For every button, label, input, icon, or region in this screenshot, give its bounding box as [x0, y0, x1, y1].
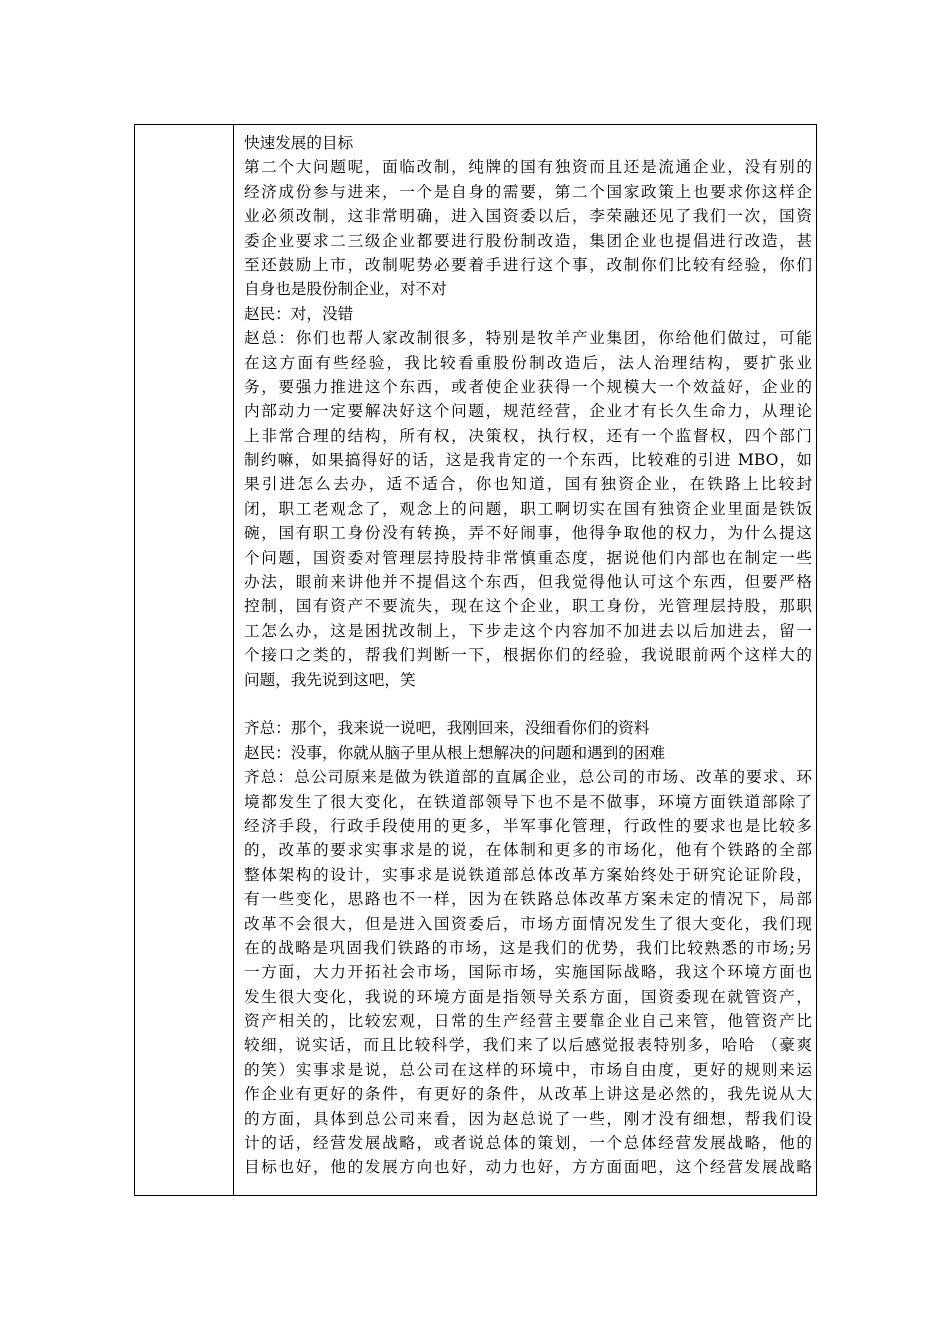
transcript-table: [134, 124, 817, 1196]
transcript-content-cell: [234, 125, 816, 1195]
transcript-line: 问题，我先说到这吧，笑: [244, 670, 416, 689]
transcript-line: 果引进怎么去办，适不适合，你也知道，国有独资企业，在铁路上比较封: [244, 475, 812, 494]
transcript-line: 目标也好，他的发展方向也好，动力也好，方方面面吧，这个经营发展战略: [244, 1158, 812, 1177]
transcript-line: 有一些变化，思路也不一样，因为在铁路总体改革方案未定的情况下，局部: [244, 890, 812, 909]
transcript-line: 齐总：那个，我来说一说吧，我刚回来，没细看你们的资料: [244, 719, 650, 738]
transcript-line: 碗，国有职工身份没有转换，弄不好闹事，他得争取他的权力，为什么提这: [244, 524, 812, 543]
transcript-line: 业必须改制，这非常明确，进入国资委以后，李荣融还见了我们一次，国资: [244, 207, 812, 226]
transcript-line: 赵民：对，没错: [244, 304, 354, 323]
transcript-line: 计的话，经营发展战略，或者说总体的策划，一个总体经营发展战略，他的: [244, 1134, 812, 1153]
transcript-line: 务，要强力推进这个东西，或者使企业获得一个规模大一个效益好，企业的: [244, 377, 812, 396]
transcript-line: 改革不会很大，但是进入国资委后，市场方面情况发生了很大变化，我们现: [244, 914, 812, 933]
transcript-line: 第二个大问题呢，面临改制，纯牌的国有独资而且还是流通企业，没有别的: [244, 158, 812, 177]
transcript-line: 自身也是股份制企业，对不对: [244, 280, 447, 299]
transcript-line: 赵民：没事，你就从脑子里从根上想解决的问题和遇到的困难: [244, 743, 666, 762]
transcript-line: 的，改革的要求实事求是的说，在体制和更多的市场化，他有个铁路的全部: [244, 841, 812, 860]
transcript-line: 快速发展的目标: [244, 134, 354, 152]
transcript-line: 的方面，具体到总公司来看，因为赵总说了一些，刚才没有细想，帮我们设: [244, 1109, 812, 1128]
transcript-line: 在这方面有些经验，我比较看重股份制改造后，法人治理结构，要扩张业: [244, 353, 812, 372]
transcript-line: 闭，职工老观念了，观念上的问题，职工啊切实在国有独资企业里面是铁饭: [244, 499, 812, 518]
transcript-line: 制约嘛，如果搞得好的话，这是我肯定的一个东西，比较难的引进 MBO，如: [244, 451, 812, 470]
transcript-line: 境都发生了很大变化，在铁道部领导下也不是不做事，环境方面铁道部除了: [244, 792, 812, 811]
transcript-line: 委企业要求二三级企业都要进行股份制改造，集团企业也提倡进行改造，甚: [244, 231, 812, 250]
transcript-line: 在的战略是巩固我们铁路的市场，这是我们的优势，我们比较熟悉的市场;另: [244, 938, 812, 957]
transcript-line: 整体架构的设计，实事求是说铁道部总体改革方案始终处于研究论证阶段，: [244, 865, 812, 884]
transcript-line: 至还鼓励上市，改制呢势必要着手进行这个事，改制你们比较有经验，你们: [244, 255, 812, 274]
transcript-line: 资产相关的，比较宏观，日常的生产经营主要靠企业自己来管，他管资产比: [244, 1012, 812, 1031]
transcript-line: 上非常合理的结构，所有权，决策权，执行权，还有一个监督权，四个部门: [244, 426, 812, 445]
transcript-line: 赵总：你们也帮人家改制很多，特别是牧羊产业集团，你给他们做过，可能: [244, 329, 812, 348]
transcript-line: 发生很大变化，我说的环境方面是指领导关系方面，国资委现在就管资产，: [244, 987, 812, 1006]
transcript-line: 内部动力一定要解决好这个问题，规范经营，企业才有长久生命力，从理论: [244, 402, 812, 421]
transcript-line: 个接口之类的，帮我们判断一下，根据你们的经验，我说眼前两个这样大的: [244, 646, 812, 665]
transcript-line: 的笑）实事求是说，总公司在这样的环境中，市场自由度，更好的规则来运: [244, 1060, 812, 1079]
transcript-line: 一方面，大力开拓社会市场，国际市场，实施国际战略，我这个环境方面也: [244, 963, 812, 982]
transcript-line: 办法，眼前来讲他并不提倡这个东西，但我觉得他认可这个东西，但要严格: [244, 573, 812, 592]
transcript-line: 作企业有更好的条件，有更好的条件，从改革上讲这是必然的，我先说从大: [244, 1085, 812, 1104]
transcript-line: 工怎么办，这是困扰改制上，下步走这个内容加不加进去以后加进去，留一: [244, 621, 812, 640]
blank-line: [244, 692, 812, 716]
label-column-cell: [135, 125, 234, 1195]
transcript-line: 齐总：总公司原来是做为铁道部的直属企业，总公司的市场、改革的要求、环: [244, 768, 812, 787]
transcript-line: 控制，国有资产不要流失，现在这个企业，职工身份，光管理层持股，那职: [244, 597, 812, 616]
transcript-line: 经济成份参与进来，一个是自身的需要，第二个国家政策上也要求你这样企: [244, 182, 812, 201]
transcript-line: 个问题，国资委对管理层持股持非常慎重态度，据说他们内部也在制定一些: [244, 548, 812, 567]
transcript-line: 较细，说实话，而且比较科学，我们来了以后感觉报表特别多，哈哈 （豪爽: [244, 1036, 812, 1055]
transcript-line: 经济手段，行政手段使用的更多，半军事化管理，行政性的要求也是比较多: [244, 816, 812, 835]
